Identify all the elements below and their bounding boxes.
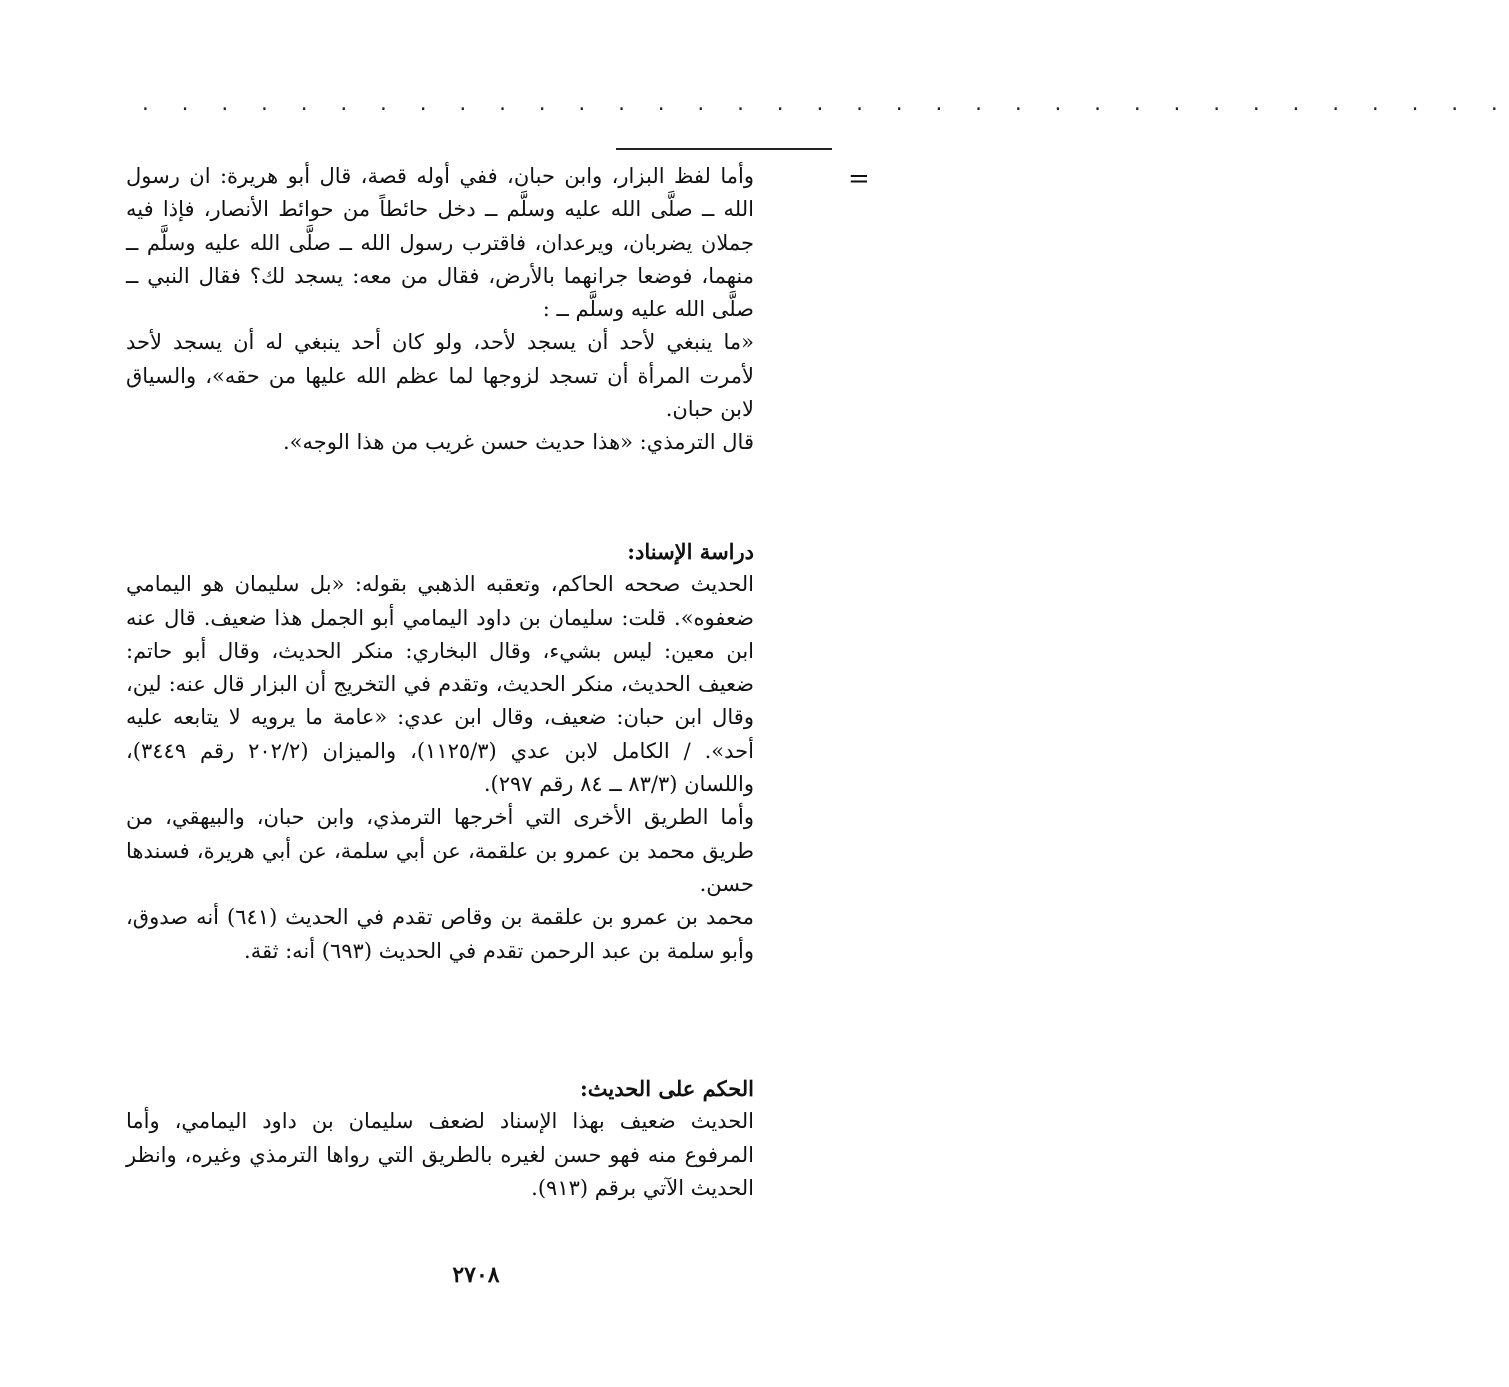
section-heading: دراسة الإسناد: bbox=[627, 539, 754, 564]
paragraph: قال الترمذي: «هذا حديث حسن غريب من هذا الوجه». bbox=[282, 430, 754, 455]
isnad-study-section bbox=[126, 535, 754, 968]
dotted-separator: . . . . . . . . . . . . . . . . . . . . . . . . . . . . . . . . . . . bbox=[140, 94, 1509, 115]
paragraph: وأما لفظ البزار، وابن حبان، ففي أوله قصة، قال أبو هريرة: ان رسول الله ــ صلَّى الله عليه وسلَّم ــ دخل حائطاً من حوائط الأنصار، فإذا فيه جملان يضربان، ويرعدان، فاقترب رسول الله ــ صلَّى الله عليه وسلَّم ــ منهما، فوضعا جرانهما بالأرض، فقال من معه: يسجد لك؟ فقال النبي ــ صلَّى الله عليه وسلَّم ــ : bbox=[126, 164, 754, 322]
paragraph: الحديث صححه الحاكم، وتعقبه الذهبي بقوله: «بل سليمان هو اليمامي ضعفوه». قلت: سليمان بن داود اليمامي أبو الجمل هذا ضعيف. قال عنه ابن معين: ليس بشيء، وقال البخاري: منكر الحديث، وقال أبو حاتم: ضعيف الحديث، منكر الحديث، وتقدم في التخريج أن البزار قال عنه: لين، وقال ابن حبان: ضعيف، وقال ابن عدي: «عامة ما يرويه لا يتابعه عليه أحد». / الكامل لابن عدي (١١٢٥/٣)، والميزان (٢٠٢/٢ رقم ٣٤٤٩)، واللسان (٨٣/٣ ــ ٨٤ رقم ٢٩٧). bbox=[126, 572, 754, 797]
paragraph: الحديث ضعيف بهذا الإسناد لضعف سليمان بن داود اليمامي، وأما المرفوع منه فهو حسن لغيره بالطريق التي رواها الترمذي وغيره، وانظر الحديث الآتي برقم (٩١٣). bbox=[126, 1109, 754, 1200]
page-number: ٢٧٠٨ bbox=[452, 1262, 500, 1288]
paragraph: محمد بن عمرو بن علقمة بن وقاص تقدم في الحديث (٦٤١) أنه صدوق، وأبو سلمة بن عبد الرحمن تقدم في الحديث (٦٩٣) أنه: ثقة. bbox=[126, 905, 754, 963]
section-heading: الحكم على الحديث: bbox=[580, 1076, 754, 1101]
intro-text-block bbox=[126, 160, 754, 460]
paragraph: «ما ينبغي لأحد أن يسجد لأحد، ولو كان أحد ينبغي له أن يسجد لأحد لأمرت المرأة أن تسجد لزوجها لما عظم الله عليها من حقه»، والسياق لابن حبان. bbox=[126, 330, 754, 422]
paragraph: وأما الطريق الأخرى التي أخرجها الترمذي، وابن حبان، والبيهقي، من طريق محمد بن عمرو بن علقمة، عن أبي سلمة، عن أبي هريرة، فسندها حسن. bbox=[126, 805, 754, 896]
hadith-ruling-section bbox=[126, 1072, 754, 1205]
continuation-mark: = bbox=[848, 164, 870, 194]
footnote-rule bbox=[616, 148, 832, 150]
